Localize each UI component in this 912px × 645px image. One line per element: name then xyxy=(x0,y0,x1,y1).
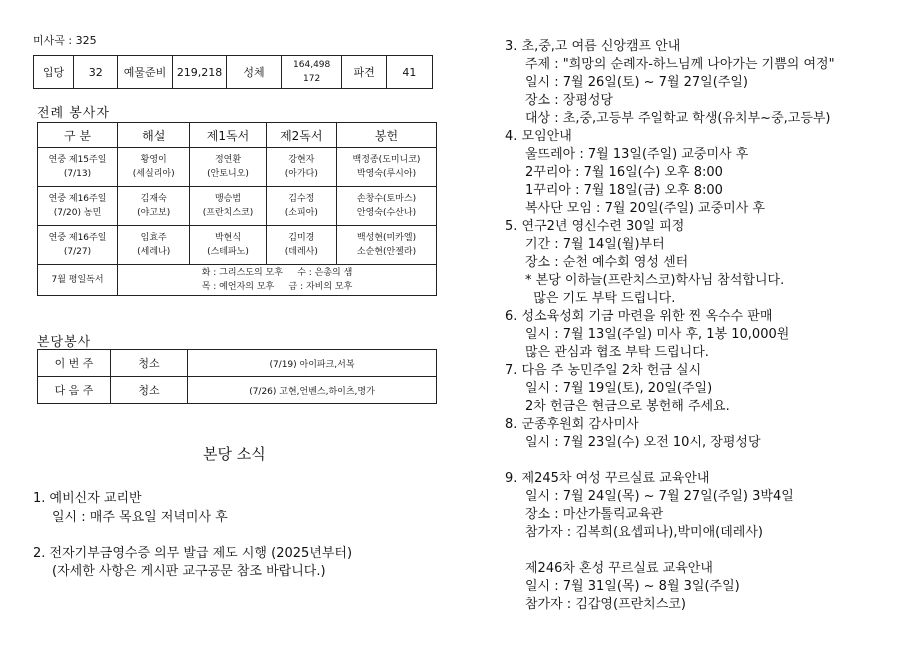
weekday-line-2: 목 : 예언자의 모후 금 : 자비의 모후 xyxy=(201,282,353,292)
notice-detail-line: 장소 : 마산가톨릭교육관 xyxy=(525,507,664,522)
offerer-1: 백성현(미카엘) xyxy=(356,233,417,243)
table-row xyxy=(38,350,437,377)
notice-detail-line: 일시 : 7월 13일(주일) 미사 후, 1봉 10,000원 xyxy=(525,327,790,342)
reader2-baptismal: (아가다) xyxy=(284,169,318,179)
reader2: 강현자 xyxy=(288,155,315,165)
week-name: 연중 제16주일 xyxy=(48,194,107,204)
communion-label: 성체 xyxy=(227,56,282,89)
notice-detail-line: 일시 : 7월 26일(토) ~ 7월 27일(주일) xyxy=(525,75,749,90)
offerer-2: 안영숙(수산나) xyxy=(356,208,417,218)
left-item-1-line: 일시 : 매주 목요일 저녁미사 후 xyxy=(52,510,228,525)
notice-heading: 9. 제245차 여성 꾸르실료 교육안내 xyxy=(505,471,710,486)
header-commentary: 해설 xyxy=(118,123,190,148)
week-date: (7/27) xyxy=(63,247,92,257)
header-category: 구 분 xyxy=(38,123,118,148)
notice-detail-line: 대상 : 초,중,고등부 주일학교 학생(유치부~중,고등부) xyxy=(525,111,831,126)
notice-detail-line: 참가자 : 김갑영(프란치스코) xyxy=(525,597,686,612)
notice-detail-line: 일시 : 7월 23일(수) 오전 10시, 장평성당 xyxy=(525,435,761,450)
notice-detail-line: 기간 : 7월 14일(월)부터 xyxy=(525,237,665,252)
dismissal-label: 파견 xyxy=(342,56,386,89)
reader1: 맹승범 xyxy=(214,194,242,204)
table-row xyxy=(38,226,437,265)
notice-detail-line: 일시 : 7월 24일(목) ~ 7월 27일(주일) 3박4일 xyxy=(525,489,794,504)
table-row xyxy=(38,377,437,404)
reader1-baptismal: (안토니오) xyxy=(207,169,249,179)
commentator: 임효주 xyxy=(140,233,167,243)
service-task: 청소 xyxy=(111,377,188,404)
header-offering: 봉헌 xyxy=(336,123,436,148)
notice-detail-line: 장소 : 장평성당 xyxy=(525,93,613,108)
notice-detail-line: * 본당 이하늘(프란치스코)학사님 참석합니다. xyxy=(525,273,785,288)
entrance-value: 32 xyxy=(74,56,118,89)
notice-heading: 3. 초,중,고 여름 신앙캠프 안내 xyxy=(505,39,681,54)
liturgy-table xyxy=(37,122,437,296)
service-title: 본당봉사 xyxy=(37,335,92,350)
entrance-label: 입당 xyxy=(34,56,74,89)
liturgy-title: 전례 봉사자 xyxy=(37,106,110,121)
offertory-label: 예물준비 xyxy=(118,56,173,89)
service-label: 이 번 주 xyxy=(38,350,111,377)
offerer-1: 손창수(토마스) xyxy=(356,194,417,204)
notice-detail-line: 제246차 혼성 꾸르실료 교육안내 xyxy=(525,561,713,576)
notice-detail-line: 1꾸리아 : 7월 18일(금) 오후 8:00 xyxy=(525,183,723,198)
communion-value-2: 172 xyxy=(303,74,321,84)
reader2-baptismal: (소피아) xyxy=(284,208,318,218)
offerer-1: 백정종(도미니코) xyxy=(352,155,421,165)
commentator-baptismal: (야고보) xyxy=(137,208,171,218)
left-item-1-title: 1. 예비신자 교리반 xyxy=(33,491,142,506)
notice-detail-line: 일시 : 7월 31일(목) ~ 8월 3일(주일) xyxy=(525,579,740,594)
mass-count: 미사곡 : 325 xyxy=(33,34,97,47)
reader2: 김수정 xyxy=(288,194,315,204)
service-detail: (7/19) 아이파크,서복 xyxy=(188,350,437,377)
notice-heading: 8. 군종후원회 감사미사 xyxy=(505,417,639,432)
week-date: (7/13) xyxy=(63,169,92,179)
mass-summary-table xyxy=(33,55,433,89)
week-name: 연중 제16주일 xyxy=(48,233,107,243)
reader1-baptismal: (프란치스코) xyxy=(202,208,254,218)
service-label: 다 음 주 xyxy=(38,377,111,404)
offerer-2: 소순현(안젤라) xyxy=(356,247,417,257)
reader1: 정연환 xyxy=(214,155,242,165)
left-item-2-line: (자세한 사항은 게시판 교구공문 참조 바랍니다.) xyxy=(52,564,326,579)
service-task: 청소 xyxy=(111,350,188,377)
dismissal-value: 41 xyxy=(386,56,432,89)
notice-detail-line: 주제 : "희망의 순례자-하느님께 나아가는 기쁨의 여정" xyxy=(525,57,835,72)
notice-detail-line: 참가자 : 김복희(요셉피나),박미애(데레사) xyxy=(525,525,763,540)
notice-detail-line: 2꾸리아 : 7월 16일(수) 오후 8:00 xyxy=(525,165,723,180)
commentator: 황영이 xyxy=(140,155,167,165)
notice-detail-line: 복사단 모임 : 7월 20일(주일) 교중미사 후 xyxy=(525,201,765,216)
notice-detail-line: 2차 헌금은 현금으로 봉헌해 주세요. xyxy=(525,399,730,414)
commentator: 김재숙 xyxy=(140,194,167,204)
table-row xyxy=(38,148,437,187)
reader2: 김미경 xyxy=(288,233,315,243)
table-row xyxy=(38,187,437,226)
communion-value xyxy=(281,56,342,89)
header-reading2: 제2독서 xyxy=(266,123,336,148)
weekday-line-1: 화 : 그리스도의 모후 수 : 은총의 샘 xyxy=(201,268,353,278)
reader1-baptismal: (스테파노) xyxy=(207,247,249,257)
week-name: 연중 제15주일 xyxy=(48,155,107,165)
service-detail: (7/26) 고현,언벤스,하이츠,명가 xyxy=(188,377,437,404)
notice-detail-line: 일시 : 7월 19일(토), 20일(주일) xyxy=(525,381,713,396)
notice-heading: 4. 모임안내 xyxy=(505,129,572,144)
weekday-reading-label: 7월 평일독서 xyxy=(38,265,118,296)
weekday-reading-schedule xyxy=(118,265,437,296)
notice-detail-line: 울뜨레아 : 7월 13일(주일) 교중미사 후 xyxy=(525,147,749,162)
notice-heading: 6. 성소육성회 기금 마련을 위한 찐 옥수수 판매 xyxy=(505,309,773,324)
reader2-baptismal: (데레사) xyxy=(284,247,318,257)
notice-heading: 7. 다음 주 농민주일 2차 헌금 실시 xyxy=(505,363,702,378)
week-date: (7/20) 농민 xyxy=(53,208,102,218)
commentator-baptismal: (세실리아) xyxy=(132,169,175,179)
notice-detail-line: 많은 기도 부탁 드립니다. xyxy=(525,291,676,306)
service-table xyxy=(37,349,437,404)
offerer-2: 박영숙(루시아) xyxy=(356,169,417,179)
table-row xyxy=(38,265,437,296)
reader1: 박현식 xyxy=(214,233,242,243)
commentator-baptismal: (세레나) xyxy=(137,247,171,257)
left-item-2-title: 2. 전자기부금영수증 의무 발급 제도 시행 (2025년부터) xyxy=(33,546,353,561)
notice-heading: 5. 연구2년 영신수련 30일 피정 xyxy=(505,219,685,234)
notice-detail-line: 많은 관심과 협조 부탁 드립니다. xyxy=(525,345,709,360)
offertory-value: 219,218 xyxy=(172,56,227,89)
news-title: 본당 소식 xyxy=(203,445,266,463)
header-reading1: 제1독서 xyxy=(190,123,266,148)
notice-detail-line: 장소 : 순천 예수회 영성 센터 xyxy=(525,255,689,270)
communion-value-1: 164,498 xyxy=(293,60,331,70)
